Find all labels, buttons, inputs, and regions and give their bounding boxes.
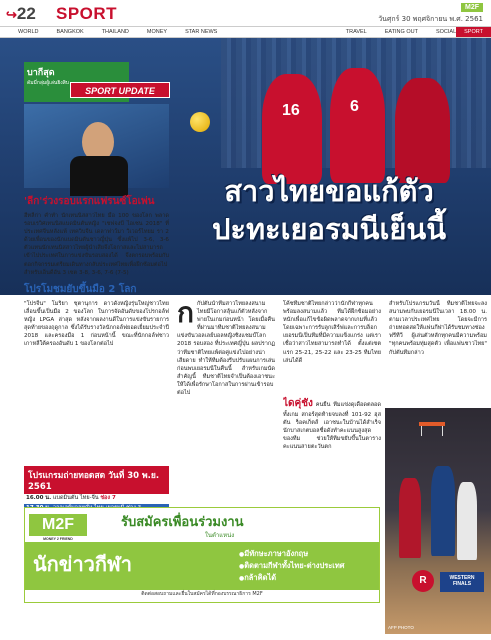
page-header: [0, 0, 491, 38]
ad-requirement: ● มีทักษะภาษาอังกฤษ: [239, 548, 345, 560]
m2f-logo: M2F: [461, 3, 483, 12]
schedule-channel: ช่อง 7: [100, 495, 116, 501]
spotlight-badge-text: บากีสุด: [27, 68, 55, 78]
net-icon: [421, 426, 443, 436]
ad-requirement: ● กล้าคิดได้: [239, 572, 345, 584]
basketball-photo: [385, 408, 491, 634]
article-col1-text: กัปตันนำทีมสาวไทยลงสนาม ไทยมีโอกาสลุ้นแก้ตัวหลังจากพ่ายในเกมก่อนหน้า โดยเมื่อคืนที่ผ่านมาทีมชาติไทยลงสนามแข่งขันวอลเลย์บอลหญิงชิงแชมป์โลก 2018 รอบสอง ที่ประเทศญี่ปุ่น ผลปรากฏว่าทีมชาติไทยแพ้ต่อคู่แข่งไปอย่างน่าเสียดาย ทำให้ทีมต้องรีบปรับแผนการเล่นก่อนพบเยอรมนีในคืนนี้ สำหรับเกมนัดสำคัญนี้ ทีมชาติไทยจำเป็นต้องเอาชนะให้ได้เพื่อรักษาโอกาสในการผ่านเข้ารอบต่อไป: [177, 301, 275, 397]
player-red: [399, 478, 421, 558]
ad-headline-sub: ในตำแหน่ง: [205, 532, 235, 539]
ad-position: นักข่าวกีฬา: [33, 552, 132, 576]
page-number-value: 22: [16, 4, 36, 23]
article-column-2: [283, 300, 381, 392]
basketball-story: [283, 396, 381, 500]
section-title: SPORT: [56, 4, 118, 23]
left-substory-title: โปรโมชมยับขึ้นมือ 2 โลก: [24, 283, 137, 295]
player-white: [457, 482, 477, 560]
nav-thailand[interactable]: THAILAND: [101, 29, 129, 35]
nav-money[interactable]: MONEY: [146, 29, 168, 35]
western-finals-badge: WESTERN FINALS: [440, 572, 484, 592]
ad-logo-sub: MONEY 2 FRIEND: [43, 537, 73, 541]
article-column-1: [177, 296, 275, 397]
basketball-story-body: คนยืน ทีมแข่งดุเดือดตลอดทั้งเกม สกอร์สุดท้ายจบลงที่ 101-92 ฮุสตัน ร็อคเก็ตส์ เอาชนะในบ้านได้สำเร็จ นักบาสเกตบอลชื่อดังทำคะแนนสูงสุดของทีม ช่วยให้ทีมขยับขึ้นในตารางคะแนนสายตะวันตก: [283, 402, 381, 451]
player-left: [262, 74, 322, 184]
jersey-number: 6: [350, 98, 359, 115]
article-col2-text: โค้ชทีมชาติไทยกล่าวว่านักกีฬาทุกคนพร้อมลงสนามแล้ว ทีมได้ฝึกซ้อมอย่างหนักเพื่อแก้ไขข้อผิดพลาดจากเกมที่แล้ว โดยเฉพาะการรับลูกเสิร์ฟและการบล็อก เยอรมนีเป็นทีมที่มีความแข็งแกร่ง แต่เราเชื่อว่าสาวไทยสามารถทำได้ ตั้งแต่เซตแรก 25-21, 25-22 และ 23-25 ทีมไทยเล่นได้ดี: [283, 301, 381, 364]
schedule-time: 16.00 น.: [26, 495, 52, 501]
ad-footer: ติดต่อสอบถามและยื่นใบสมัครได้ที่กองบรรณาธิการ M2F: [141, 591, 263, 597]
main-headline: [170, 172, 488, 248]
section-nav: [0, 26, 491, 38]
tv-schedule: [24, 466, 169, 513]
article-col3-text: สำหรับโปรแกรมวันนี้ ทีมชาติไทยจะลงสนามพบกับเยอรมนีในเวลา 18.00 น. ตามเวลาประเทศไทย โดยจะมีการถ่ายทอดสดให้แฟนกีฬาได้รับชมทางช่องฟรีทีวี ผู้เล่นตัวหลักทุกคนมีความพร้อม "ทุกคนพร้อมทุ่มสุดตัว เพื่อแฟนชาวไทย" กัปตันทีมกล่าว: [389, 301, 487, 356]
nav-star-news[interactable]: STAR NEWS: [185, 29, 218, 35]
nav-eating-out[interactable]: EATING OUT: [384, 29, 418, 35]
article-column-3: [389, 300, 487, 404]
ad-headline: รับสมัครเพื่อนร่วมงาน: [121, 515, 244, 530]
page-number: [6, 4, 36, 24]
drop-cap: ก: [177, 296, 194, 329]
left-column: [24, 194, 169, 348]
spotlight-badge-sub: ดัมมี่กลุ่มผู้เล่นยิงสิบ: [27, 80, 69, 86]
basketball-story-title: ไดคุ่ชัง: [283, 398, 313, 409]
arrow-icon: ↪: [6, 7, 17, 22]
job-ad: [24, 507, 380, 603]
photo-credit: AFP PHOTO: [388, 625, 414, 630]
nav-travel[interactable]: TRAVEL: [345, 29, 367, 35]
ad-requirements: [239, 548, 345, 584]
left-story-title: 'ลีก'ร่วงรอบแรกแฟรนซ์โอเพ่น: [24, 196, 155, 207]
nav-social[interactable]: SOCIAL: [435, 29, 457, 35]
volleyball-icon: [190, 112, 210, 132]
left-story-body: ฮีทลีก่า คำทำ นักเทนนิสสาวไทย มือ 100 ของโลก พลาดรอบเรวิศเทนนิสแบดมินตันหญิง "เชฟจงบี ไอเซน 2018" ที่ประเทศจีนหลังแพ้ เทควิบจีน เดลาฟาว์มา วิเวอร์ไทยม รา 2 ด้วยเพื่อนของนักแบดมินตันชาวญี่ปุ่น ซึ่งแพ้ไป 3-6, 3-6 ตัวแทนนักเทนนิสสาวไทยผู้นำเสียจึงโอกาสและไม่สามารถเข้าไปประเทศในการแข่งขันรอบสองได้ จึงตกรอบพร้อมกับตอกกิจกรรมเตรียมเดินทางกลับประเทศไทยเพื่อฝึกซ้อมต่อไป สำหรับเอ็นดีอัน 3 เซต 3-8, 3-6, 7-6 (7-5): [24, 213, 169, 276]
jersey-number: 16: [282, 102, 300, 119]
left-substory-body: "โปรจีน" โมริยา ชุตานุการ ดาวดังหญิงรุ่นใหญ่ชาวไทย เลื่อนขึ้นเป็นมือ 2 ของโลก ในการจัดอันดับของโปรกอล์ฟหญิง LPGA ล่าสุด หลังจากผลงานดีในการแข่งขันรายการสุดท้ายของฤดูกาล ซึ่งได้รับรางวัลนักกอล์ฟยอดเยี่ยมประจำปี 2018 และครองมือ 1 ก่อนหน้านี้ ขณะที่นักกอล์ฟชาวเกาหลีใต้ครองอันดับ 1 ของโลกต่อไป: [24, 300, 169, 348]
spotlight-photo: [24, 104, 169, 188]
tv-schedule-title: โปรแกรมถ่ายทอดสด วันที่ 30 พ.ย. 2561: [24, 466, 169, 494]
schedule-row: [24, 494, 169, 504]
player-center: [330, 68, 385, 183]
issue-date: วันศุกร์ 30 พฤศจิกายน พ.ศ. 2561: [378, 15, 483, 23]
nav-world[interactable]: WORLD: [18, 29, 39, 35]
ad-requirement: ● ติดตามกีฬาทั้งไทย-ต่างประเทศ: [239, 560, 345, 572]
player-body: [70, 156, 128, 196]
nav-bangkok[interactable]: BANGKOK: [56, 29, 84, 35]
ad-logo: M2F: [29, 514, 87, 536]
rockets-logo-icon: R: [412, 570, 434, 592]
player-right: [395, 78, 450, 183]
nav-sport[interactable]: SPORT: [456, 27, 491, 37]
sport-update-title: SPORT UPDATE: [70, 82, 170, 98]
player-blue: [431, 466, 455, 556]
schedule-event: แบดมินตัน ไทย-จีน: [52, 495, 99, 501]
headline-line-1: สาวไทยขอแก้ตัว: [224, 174, 434, 208]
headline-line-2: ปะทะเยอรมนีเย็นนี้: [211, 212, 447, 246]
